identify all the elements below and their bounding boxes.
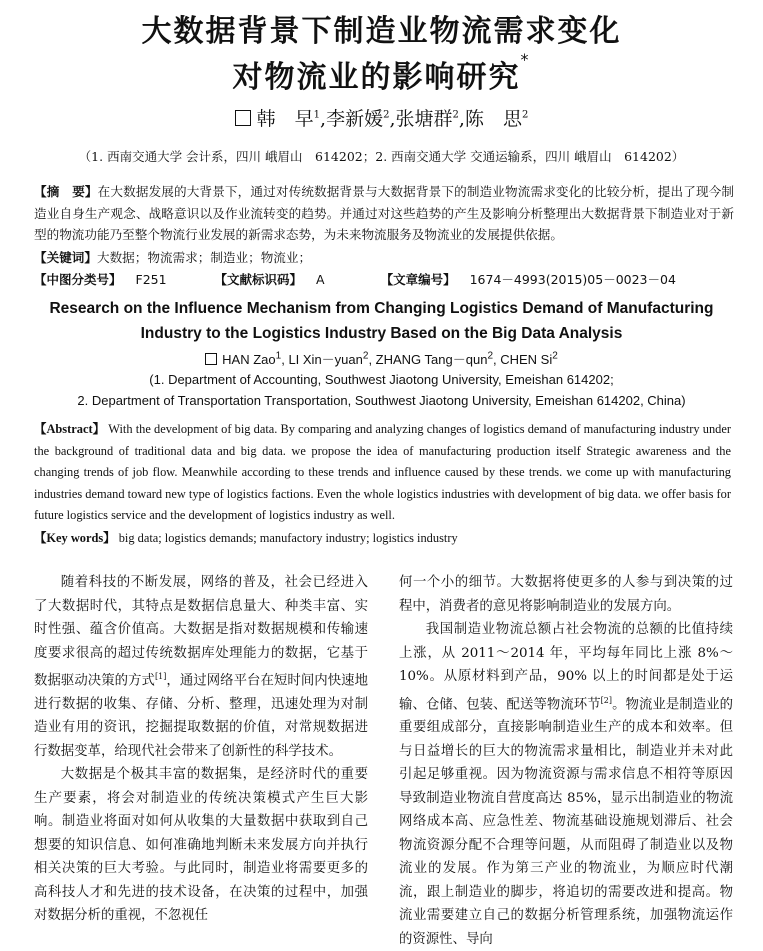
author-separator: , <box>493 352 501 367</box>
body-left-column <box>34 571 368 928</box>
citation-ref: [1] <box>155 672 167 681</box>
affiliation-en-2: 2. Department of Transportation Transportation, Southwest Jiaotong University, Emeishan 614202, China) <box>77 393 686 408</box>
article-no-label: 【文章编号】 <box>380 272 456 287</box>
author-separator: , <box>458 108 465 130</box>
title-en-line-2: Industry to the Logistics Industry Based on the Big Data Analysis <box>140 325 623 342</box>
keywords-cn <box>34 247 734 269</box>
classification-line <box>34 270 676 288</box>
citation-ref: [2] <box>600 695 613 705</box>
author-separator: , <box>320 108 327 130</box>
title-en-line-1: Research on the Influence Mechanism from Changing Logistics Demand of Manufacturing <box>49 300 714 317</box>
author-name: 陈 思 <box>464 108 522 130</box>
body-paragraph: 随着科技的不断发展，网络的普及，社会已经进入了大数据时代，其特点是数据信息量大、种类丰富、实时性强、蕴含价值高。大数据是指对数据规模和传输速度要求很高的超过传统数据库处理能力的数据，它基于数据驱动决策的方式[1]，通过网络平台在短时间内快速地进行数据的收集、存储、分析、整理，迅速处理为对制造业有用的资讯，挖掘提取数据的价值，对常规数据进行数据变革，给现代社会带来了创新性的科学技术。 <box>34 575 369 759</box>
author-name: 李新媛 <box>326 108 384 130</box>
author-affiliation-mark: 1 <box>313 109 321 121</box>
author-affiliation-mark: 2 <box>552 350 558 362</box>
abstract-cn <box>34 181 734 246</box>
affiliation-cn: （1. 西南交通大学 会计系，四川 峨眉山 614202；2. 西南交通大学 交通运输系，四川 峨眉山 614202） <box>78 149 685 164</box>
author-affiliation-mark: 1 <box>275 350 282 362</box>
body-right-column <box>399 571 733 951</box>
author-name: 张塘群 <box>395 108 453 130</box>
author-affiliation-mark: 2 <box>452 109 459 121</box>
author-affiliation-mark: 2 <box>362 350 369 362</box>
author-separator: , <box>281 352 289 367</box>
author-box-icon <box>205 353 217 365</box>
author-name: 韩 早 <box>256 108 314 130</box>
article-no-value: 1674－4993(2015)05－0023－04 <box>469 272 676 287</box>
abstract-en-label: 【Abstract】 <box>34 422 106 436</box>
author-affiliation-mark: 2 <box>487 350 493 362</box>
abstract-cn-label: 【摘 要】 <box>34 184 98 199</box>
author-separator: , <box>368 352 376 367</box>
doc-code-label: 【文献标识码】 <box>214 272 303 287</box>
doc-code-value: A <box>316 272 325 287</box>
author-name: CHEN Si <box>500 352 553 367</box>
keywords-en <box>34 528 731 550</box>
author-box-icon <box>235 110 251 126</box>
keywords-en-label: 【Key words】 <box>34 531 116 545</box>
body-paragraph: 何一个小的细节。大数据将使更多的人参与到决策的过程中，消费者的意见将影响制造业的发展方向。 <box>399 575 733 614</box>
clc-label: 【中图分类号】 <box>34 272 122 287</box>
author-separator: , <box>389 108 396 130</box>
abstract-cn-text: 在大数据发展的大背景下，通过对传统数据背景与大数据背景下的制造业物流需求变化的比较分析，提出了现今制造业自身生产观念、战略意识以及作业流转变的趋势。并通过对这些趋势的产生及影响分析整理出大数据背景下制造业对于新型的物流功能乃至整个物流行业发展的新需求态势，为未来物流服务及物流业的发展提供依据。 <box>34 184 735 242</box>
author-list-en <box>0 349 763 368</box>
title-line-1: 大数据背景下制造业物流需求变化 <box>141 14 622 49</box>
abstract-en-text: With the development of big data. By comparing and analyzing changes of logistics demand of manufacturing industry under the background of traditional data and big data. we propose the idea of manufacturing production itself Strategic awareness and the changing trends of job flow. Meanwhile according to these trends and influence caused by these trends. we come up with manufacturing industries demand toward new type of logistics factions. Even the whole logistics industries with development of big data. we offer basis for future logistics service and the development of logistics industry as well. <box>34 422 731 522</box>
body-paragraph: 我国制造业物流总额占社会物流的总额的比值持续上涨，从 2011～2014 年，平均每年同比上涨 8%～10%。从原材料到产品，90% 以上的时间都是处于运输、仓储、包装、配送等物流环节[2]。物流业是制造业的重要组成部分，直接影响制造业生产的成本和效率。但与日益增长的巨大的物流需求量相比，制造业并未对此引起足够重视。因为物流资源与需求信息不相符等原因导致制造业物流自营度高达 85%，显示出制造业的物流网络成本高、应急性差、物流基础设施规划滞后、社会物流资源分配不合理等问题，从而阻碍了制造业以及物流业的发展。作为第三产业的物流业，为顺应时代潮流，跟上制造业的脚步，将追切的需要改进和提高。物流业需要建立自己的数据分析管理系统，加强物流运作的资源性、导向 <box>399 622 734 947</box>
body-paragraph: 大数据是个极其丰富的数据集，是经济时代的重要生产要素，将会对制造业的传统决策模式产生巨大影响。制造业将面对如何从收集的大量数据中获取到自己想要的知识信息、如何准确地判断未来发展方向并执行相关决策的巨大考验。与此同时，制造业将需要更多的高科技人才和先进的技术设备，在决策的过程中，加强对数据分析的重视，不忽视任 <box>34 767 368 924</box>
author-affiliation-mark: 2 <box>521 109 529 121</box>
author-name: HAN Zao <box>222 352 276 367</box>
keywords-cn-text: 大数据；物流需求；制造业；物流业； <box>96 250 312 265</box>
title-line-2: 对物流业的影响研究* <box>232 50 531 95</box>
clc-value: F251 <box>135 272 167 287</box>
author-name: ZHANG Tang－qun <box>375 352 488 367</box>
keywords-en-text: big data; logistics demands; manufactory industry; logistics industry <box>118 531 458 545</box>
author-name: LI Xin－yuan <box>288 352 363 367</box>
author-affiliation-mark: 2 <box>383 109 390 121</box>
affiliation-en-1: (1. Department of Accounting, Southwest Jiaotong University, Emeishan 614202; <box>149 372 614 387</box>
keywords-cn-label: 【关键词】 <box>34 250 97 265</box>
title-footnote-mark: * <box>520 50 531 69</box>
abstract-en <box>34 419 731 527</box>
author-list <box>0 104 763 131</box>
